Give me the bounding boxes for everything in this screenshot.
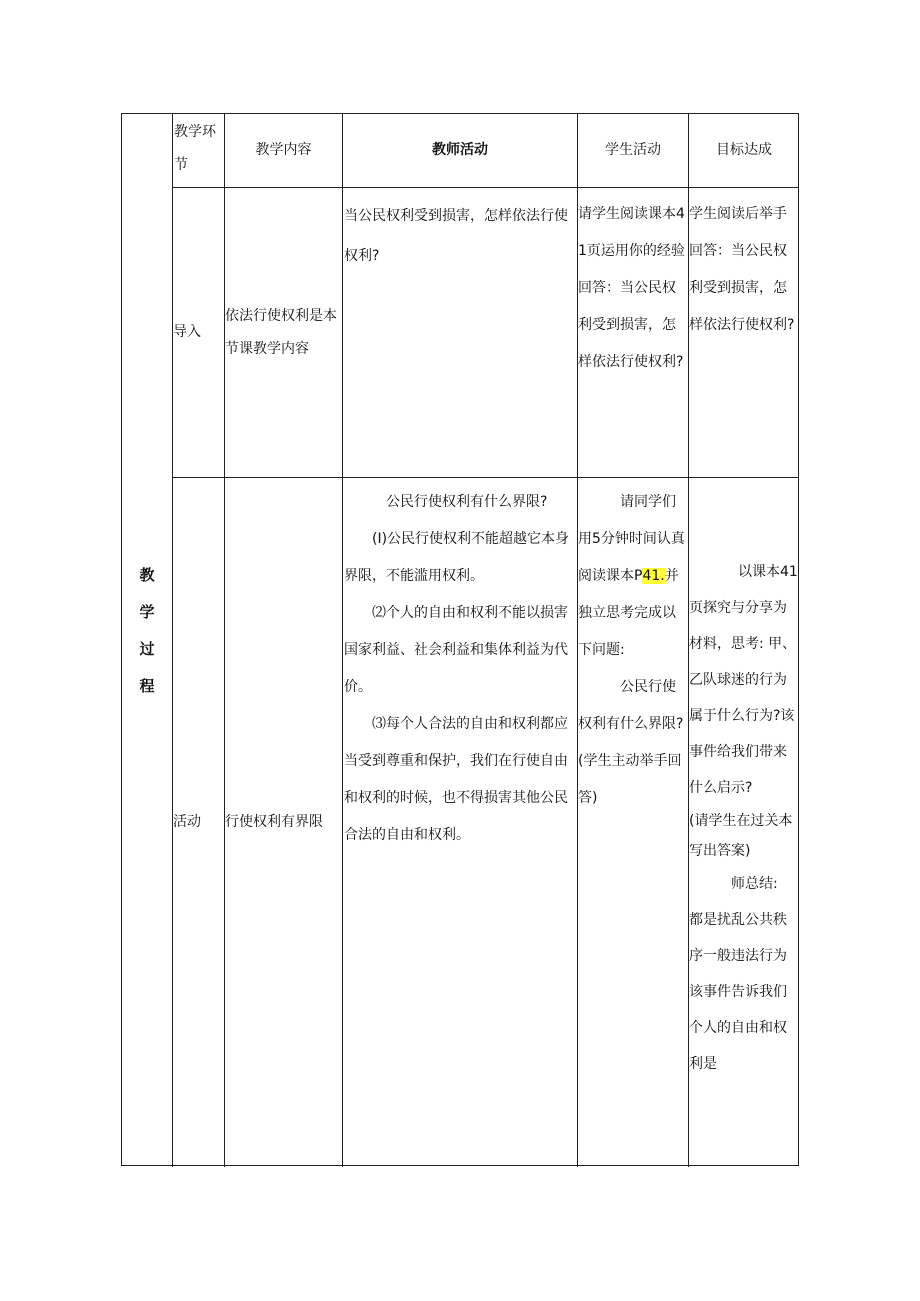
page-number-highlight: 41.	[642, 568, 665, 584]
side-label	[122, 114, 172, 1167]
row2-section	[173, 478, 224, 1166]
row2-teacher	[344, 484, 576, 1164]
header-section	[173, 116, 217, 186]
row1-content	[225, 188, 341, 477]
row1-section	[173, 188, 224, 477]
header-goal-text: 目标达成	[716, 142, 772, 158]
teacher-point-2: ⑵个人的自由和权利不能以损害国家利益、社会利益和集体利益为代价。	[344, 605, 568, 695]
teacher-point-1: (I)公民行使权利不能超越它本身界限，不能滥用权利。	[344, 531, 570, 584]
row2-section-text: 活动	[173, 813, 201, 830]
row2-content-text: 行使权利有界限	[225, 813, 323, 830]
student-instruction-after: 并独立思考完成以下问题:	[578, 568, 679, 658]
row1-content-text: 依法行使权利是本节课教学内容	[225, 307, 337, 357]
teaching-process-table	[121, 113, 799, 1166]
goal-note: (请学生在过关本写出答案)	[689, 813, 793, 859]
header-goal	[689, 114, 799, 187]
header-content	[225, 114, 342, 187]
row1-teacher-text: 当公民权利受到损害，怎样依法行使权利?	[344, 208, 568, 264]
goal-summary: 都是扰乱公共秩序一般违法行为该事件告诉我们个人的自由和权利是	[689, 912, 787, 1072]
header-student	[578, 114, 688, 187]
row1-student-text: 请学生阅读课本41页运用你的经验回答：当公民权利受到损害，怎样依法行使权利?	[578, 206, 685, 370]
header-student-text: 学生活动	[605, 142, 661, 158]
row1-goal	[689, 196, 799, 476]
header-teacher	[343, 114, 577, 187]
teacher-question: 公民行使权利有什么界限?	[386, 494, 548, 510]
teacher-point-3: ⑶每个人合法的自由和权利都应当受到尊重和保护，我们在行使自由和权利的时候，也不得损害其他公民合法的自由和权利。	[344, 716, 568, 843]
header-teacher-text: 教师活动	[432, 142, 488, 158]
side-label-text: 教学过程	[137, 566, 156, 715]
row2-goal	[689, 554, 799, 1166]
student-instruction-before: 请同学们用5分钟时间认真阅读课本P	[578, 494, 685, 584]
row2-content	[225, 478, 341, 1166]
row1-goal-text: 学生阅读后举手回答：当公民权利受到损害，怎样依法行使权利?	[689, 206, 795, 333]
row2-student	[578, 484, 688, 1164]
goal-task: 以课本41页探究与分享为材料，思考: 甲、乙队球迷的行为属于什么行为?该事件给我们带来什么启示?	[689, 564, 798, 796]
row1-student	[578, 196, 688, 476]
student-question: 公民行使权利有什么界限?(学生主动举手回答)	[578, 679, 684, 806]
row1-teacher	[344, 196, 576, 476]
row1-section-text: 导入	[173, 324, 201, 340]
header-content-text: 教学内容	[255, 142, 312, 158]
student-instruction	[578, 484, 688, 669]
goal-summary-label: 师总结:	[731, 876, 778, 892]
grid-line	[342, 114, 343, 1167]
header-section-text: 教学环节	[174, 124, 216, 173]
